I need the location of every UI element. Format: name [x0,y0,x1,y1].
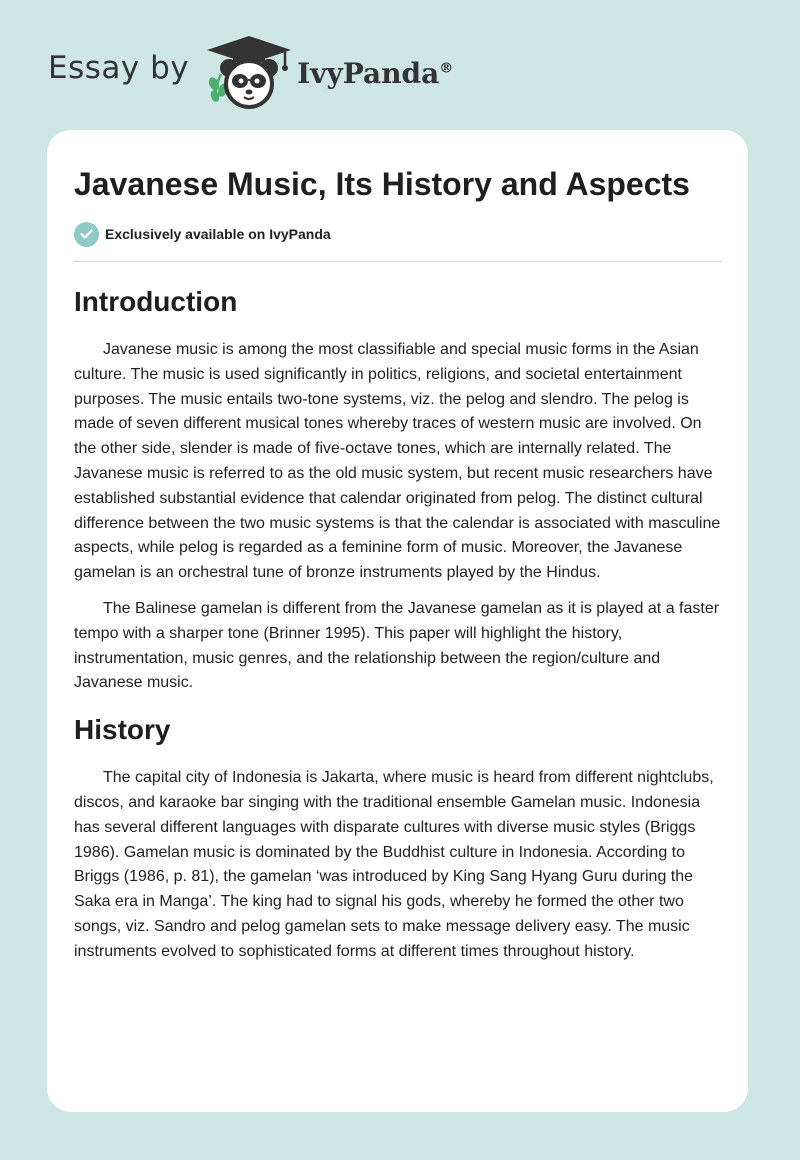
registered-mark: ® [439,60,454,77]
divider [74,261,722,262]
page-title: Javanese Music, Its History and Aspects [74,166,690,202]
brand-header [48,34,453,110]
exclusive-badge [74,221,722,247]
section-introduction [74,284,722,696]
section-history [74,712,722,964]
essay-card [47,130,748,1112]
paragraph: The capital city of Indonesia is Jakarta, where music is heard from different nightclubs, discos, and karaoke bar singing with the traditional ensemble Gamelan music. Indonesia has several different languages with disparate cultures with diverse music styles (Briggs 1986). Gamelan music is dominated by the Buddhist culture in Indonesia. According to Briggs (1986, p. 81), the gamelan ‘was introduced by King Sang Hyang Guru during the Saka era in Manga’. The king had to signal his gods, whereby he formed the other two songs, viz. Sandro and pelog gamelan sets to make message delivery easy. The music instruments evolved to sophisticated forms at different times throughout history. [74,769,714,960]
paragraph: Javanese music is among the most classifiable and special music forms in the Asian culture. The music is used significantly in politics, religions, and societal entertainment purposes. The music entails two-tone systems, viz. the pelog and slendro. The pelog is made of seven different musical tones whereby traces of western music are involved. On the other side, slender is made of five-octave tones, which are internally related. The Javanese music is referred to as the old music system, but recent music researchers have established substantial evidence that calendar originated from pelog. The distinct cultural difference between the two music systems is that the calendar is associated with masculine aspects, while pelog is regarded as a feminine form of music. Moreover, the Javanese gamelan is an orchestral tune of bronze instruments played by the Hindus. [74,341,721,582]
section-heading: Introduction [74,286,238,317]
check-circle-icon [74,222,99,247]
brand-name-text: IvyPanda [297,56,440,90]
brand-name [297,57,453,90]
panda-graduation-cap-logo [205,34,293,110]
paragraph: The Balinese gamelan is different from the Javanese gamelan as it is played at a faster tempo with a sharper tone (Brinner 1995). This paper will highlight the history, instrumentation, music genres, and the relationship between the region/culture and Javanese music. [74,599,720,692]
section-heading: History [74,714,171,746]
brand-prefix: Essay by [48,50,190,86]
exclusive-label: Exclusively available on IvyPanda [105,226,331,242]
